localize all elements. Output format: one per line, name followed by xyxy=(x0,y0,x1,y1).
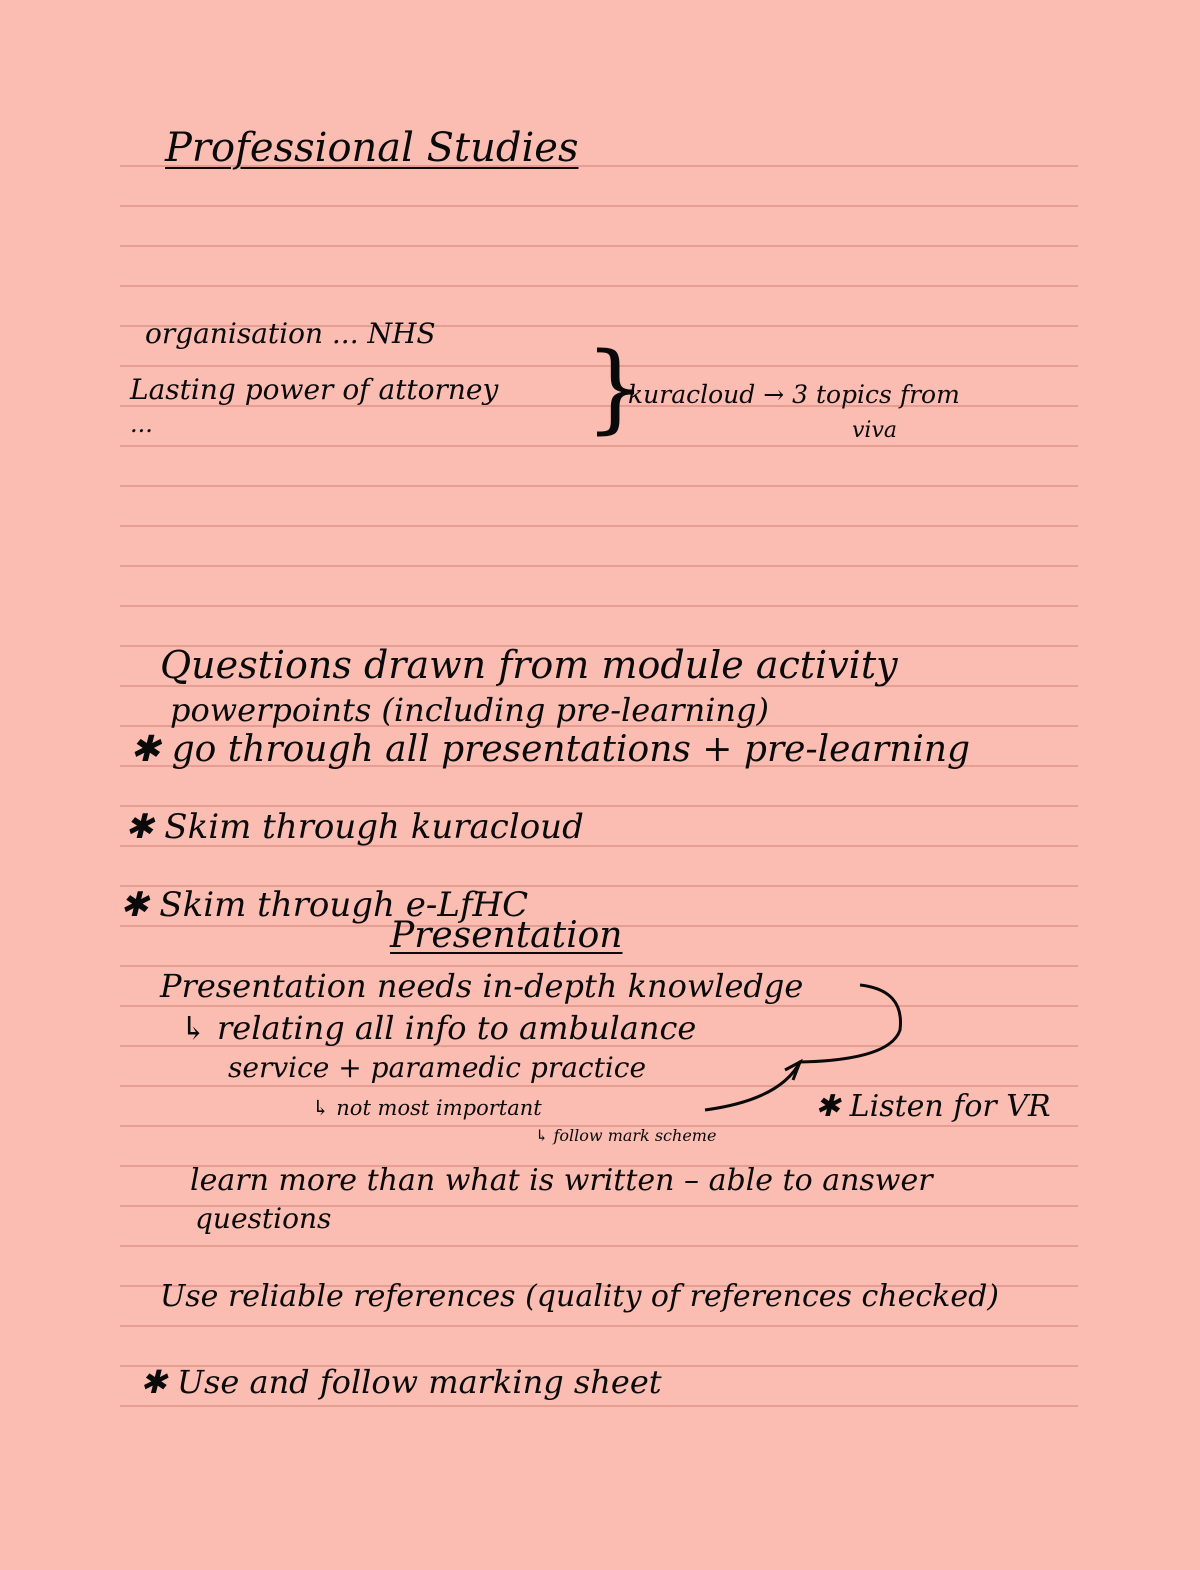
note-star-kuracloud: ✱ Skim through kuracloud xyxy=(125,807,584,847)
note-organisation: organisation ... NHS xyxy=(145,317,436,350)
note-presentation-2: ↳ relating all info to ambulance xyxy=(180,1009,697,1047)
note-references: Use reliable references (quality of references checked) xyxy=(160,1279,1000,1314)
note-lasting-power: Lasting power of attorney xyxy=(130,373,499,406)
note-not-most-important: ↳ not most important xyxy=(312,1096,542,1120)
note-follow-mark-scheme: ↳ follow mark scheme xyxy=(535,1126,717,1145)
note-presentation-3: service + paramedic practice xyxy=(228,1051,647,1084)
note-viva: viva xyxy=(852,418,898,443)
note-learn-1: learn more than what is written – able to answer xyxy=(190,1163,933,1198)
note-learn-2: questions xyxy=(195,1202,332,1235)
note-kuracloud-topics: kuracloud → 3 topics from xyxy=(628,380,960,409)
note-questions-2: powerpoints (including pre-learning) xyxy=(170,691,769,729)
curly-brace: } xyxy=(585,332,647,444)
note-questions-1: Questions drawn from module activity xyxy=(160,643,898,687)
note-presentation-1: Presentation needs in-depth knowledge xyxy=(160,967,804,1005)
page-title: Professional Studies xyxy=(165,125,579,171)
note-marking-sheet: ✱ Use and follow marking sheet xyxy=(140,1363,662,1401)
note-ellipsis: ... xyxy=(130,410,153,438)
note-listen-for-vr: ✱ Listen for VR xyxy=(815,1089,1051,1124)
note-star-presentations: ✱ go through all presentations + pre-learning xyxy=(130,729,971,770)
note-star-elfhc: ✱ Skim through e-LfHC xyxy=(120,885,529,925)
presentation-heading: Presentation xyxy=(390,915,623,956)
